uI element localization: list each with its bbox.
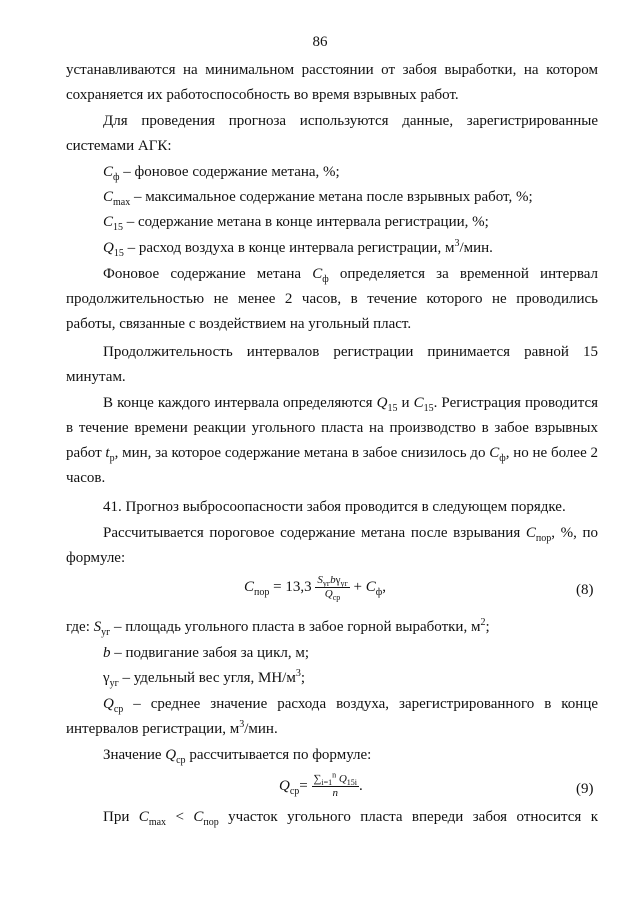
paragraph-comparison: При $C_{max} < C_{пор}$ участок угольного пласта впереди забоя относится к	[103, 809, 598, 828]
definition-q-15: $Q_{15}$ – расход воздуха в конце интервала регистрации, $м^3$/мин.	[103, 238, 493, 259]
paragraph-interval-duration: Продолжительность интервалов регистрации принимается равной 15 минутам.	[66, 344, 598, 385]
page-number: 86	[312, 34, 328, 50]
formula-9: $Q_{ср}=$ $\frac{\sum_{i=1}^n Q_{15i}}{n}$ .	[279, 770, 363, 799]
definition-c-15: $C_{15}$ – содержание метана в конце интервала регистрации, %;	[103, 214, 489, 233]
paragraph-1: устанавливаются на минимальном расстоянии от забоя выработки, на котором сохраняется их работоспособность во время взрывных работ.	[66, 62, 598, 103]
paragraph-q-avg-formula: Значение $Q_{ср}$ рассчитывается по формуле:	[103, 747, 372, 766]
definition-c-max: $C_{max}$ – максимальное содержание метана после взрывных работ, %;	[103, 189, 533, 208]
definition-b: b – подвигание забоя за цикл, м;	[103, 645, 310, 661]
definition-c-bg: $C_ф$ – фоновое содержание метана, %;	[103, 164, 340, 183]
paragraph-item-41: 41. Прогноз выбросоопасности забоя проводится в следующем порядке.	[103, 499, 566, 515]
formula-8-fraction: $\frac{S_{уг}b\gamma_{уг}}{Q_{ср}}$	[317, 574, 348, 603]
paragraph-background-methane: Фоновое содержание метана $C_ф$ определяется за временной интервал продолжительностью не менее 2 часов, в течение которого не проводились работы, связанные с воздействием на угольный пласт.	[66, 266, 598, 332]
definition-gamma: $\gamma_{уг}$ – удельный вес угля, $МН/м^3$;	[103, 668, 306, 689]
formula-8-number: (8)	[576, 582, 594, 598]
formula-9-fraction: $\frac{\sum_{i=1}^n Q_{15i}}{n}$	[313, 770, 358, 799]
paragraph-registration: В конце каждого интервала определяются $Q_{15}$ и $C_{15}$. Регистрация проводится в течение времени реакции угольного пласта на производство в забое взрывных работ $t_р$, мин, за которое содержание метана в забое снизилось до $C_ф$, но не более 2 часов.	[66, 395, 598, 486]
definition-q-avg: $Q_{ср}$ – среднее значение расхода воздуха, зарегистрированного в конце интервалов регистрации, $м^3$/мин.	[66, 696, 598, 737]
where-s-ug: где: $S_{уг}$ – площадь угольного пласта в забое горной выработки, $м^2$;	[66, 617, 490, 638]
formula-8: $C_{пор} = 13,3$ $\frac{S_{уг}b\gamma_{уг}}{Q_{ср}}$ + $C_ф$,	[244, 574, 386, 603]
formula-9-number: (9)	[576, 781, 594, 797]
paragraph-threshold: Рассчитывается пороговое содержание метана после взрывания $C_{пор}$, %, по формуле:	[66, 525, 599, 566]
paragraph-2: Для проведения прогноза используются данные, зарегистрированные системами АГК:	[66, 113, 598, 154]
